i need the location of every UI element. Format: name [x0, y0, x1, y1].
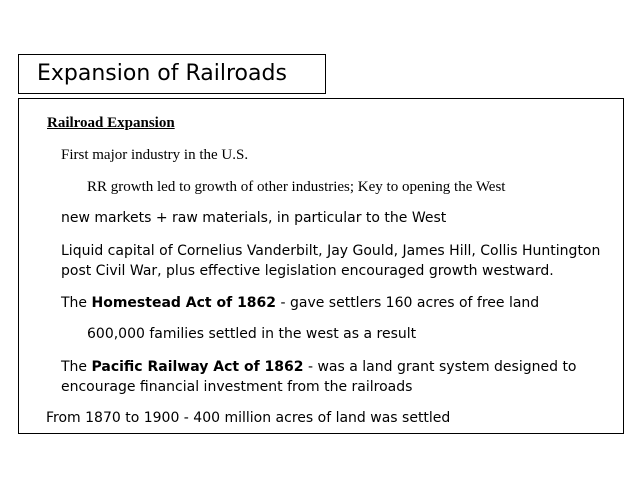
- slide-title: Expansion of Railroads: [37, 61, 287, 86]
- sub-bullet-rr-growth: RR growth led to growth of other industries; Key to opening the West: [87, 179, 506, 195]
- bullet-first-major-industry: First major industry in the U.S.: [61, 147, 249, 163]
- bullet-homestead-act: [61, 294, 539, 313]
- section-heading: Railroad Expansion: [47, 115, 175, 131]
- slide-content-box: [18, 98, 624, 434]
- bullet-liquid-capital-line2: post Civil War, plus effective legislation encouraged growth westward.: [61, 263, 554, 279]
- bullet-acres-settled: From 1870 to 1900 - 400 million acres of land was settled: [46, 410, 451, 426]
- bullet-liquid-capital-line1: Liquid capital of Cornelius Vanderbilt, Jay Gould, James Hill, Collis Huntington: [61, 243, 601, 259]
- bullet-pacific-railway-act: [61, 358, 577, 377]
- homestead-act-name: Homestead Act of 1862: [91, 295, 277, 311]
- bullet-new-markets: new markets + raw materials, in particular to the West: [61, 210, 447, 226]
- bullet-pacific-railway-act-line2: encourage financial investment from the railroads: [61, 379, 413, 395]
- homestead-prefix: The: [61, 295, 92, 311]
- pacific-railway-act-name: Pacific Railway Act of 1862: [91, 359, 304, 375]
- pacific-description: - was a land grant system designed to: [303, 359, 577, 375]
- pacific-prefix: The: [61, 359, 92, 375]
- slide-title-box: [18, 54, 326, 94]
- sub-bullet-families-settled: 600,000 families settled in the west as a result: [87, 326, 417, 342]
- homestead-description: - gave settlers 160 acres of free land: [276, 295, 540, 311]
